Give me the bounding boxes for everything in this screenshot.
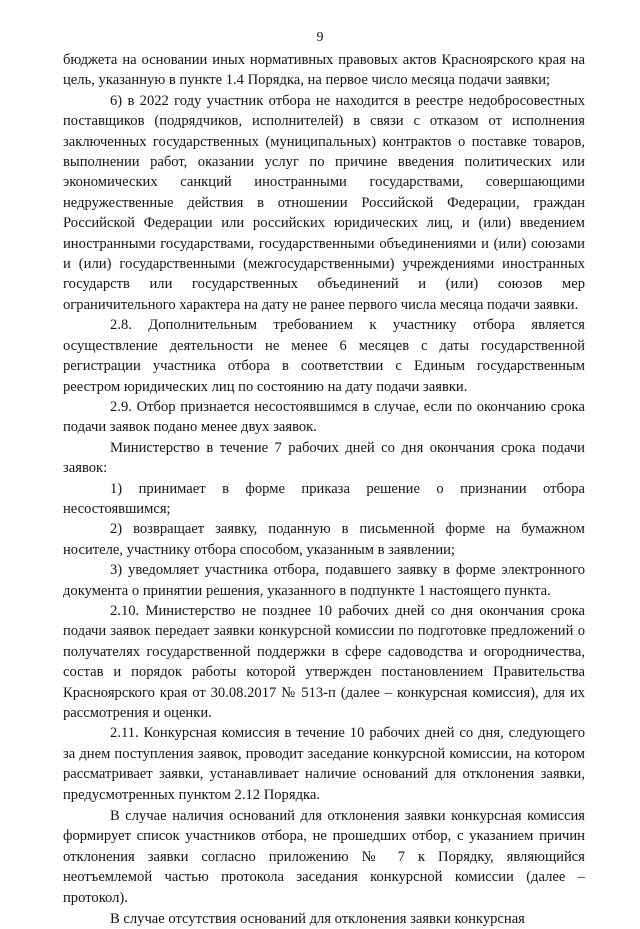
paragraph-subitem-3-notify: 3) уведомляет участника отбора, подавшего заявку в форме электронного документа о принятии решения, указанного в подпункте 1 настоящего пункта. [63,562,585,599]
paragraph-rejection-grounds: В случае наличия оснований для отклонения заявки конкурсная комиссия формирует список участников отбора, не прошедших отбор, с указанием причин отклонения заявки согласно приложению № 7 к Порядку, являющийся неотъемлемой частью протокола заседания конкурсной комиссии (далее – протокол). [63,808,585,906]
paragraph-ministry-within-7-days: Министерство в течение 7 рабочих дней со дня окончания срока подачи заявок: [63,439,585,477]
paragraph-subitem-2-return: 2) возвращает заявку, поданную в письменной форме на бумажном носителе, участнику отбора способом, указанным в заявлении; [63,521,585,558]
paragraph-item-6-sanctions: 6) в 2022 году участник отбора не находится в реестре недобросовестных поставщиков (подрядчиков, исполнителей) в связи с отказом от исполнения заключенных государственных (муниципальных) контрактов о поставке товаров, выполнении работ, оказании услуг по причине введения политических или экономических санкций иностранными государствами, совершающими недружественные действия в отношении Российской Федерации, граждан Российской Федерации или российских юридических лиц, и (или) введением иностранными государствами, государственными объединениями и (или) союзами и (или) государственными (межгосударственными) учреждениями иностранных государств или государственных объединений и (или) союзов мер ограничительного характера на дату не ранее первого числа месяца подачи заявки. [63,92,585,313]
paragraph-no-rejection-grounds: В случае отсутствия оснований для отклонения заявки конкурсная [110,911,525,928]
paragraph-2-10-commission-transfer: 2.10. Министерство не позднее 10 рабочих дней со дня окончания срока подачи заявок передает заявки конкурсной комиссии по подготовке предложений о получателях государственной поддержки в сфере садоводства и огородничества, состав и порядок работы которой утвержден постановлением Правительства Красноярского края от 30.08.2017 № 513-п (далее – конкурсная комиссия), для их рассмотрения и оценки. [63,602,585,721]
paragraph-2-8-additional-requirement: 2.8. Дополнительным требованием к участнику отбора является осуществление деятельности не менее 6 месяцев с даты государственной регистрации участника отбора в соответствии с Единым государственным реестром юридических лиц по состоянию на дату подачи заявки. [63,317,585,395]
paragraph-2-11-commission-meeting: 2.11. Конкурсная комиссия в течение 10 рабочих дней со дня, следующего за днем поступления заявок, проводит заседание конкурсной комиссии, на котором рассматривает заявки, устанавливает наличие оснований для отклонения заявки, предусмотренных пунктом 2.12 Порядка. [63,725,585,803]
document-body [63,50,585,929]
page-number: 9 [316,30,324,45]
paragraph-subitem-1-order: 1) принимает в форме приказа решение о признании отбора несостоявшимся; [63,480,585,517]
paragraph-budget-continuation: бюджета на основании иных нормативных правовых актов Красноярского края на цель, указанную в пункте 1.4 Порядка, на первое число месяца подачи заявки; [63,52,585,89]
paragraph-2-9-selection-failed: 2.9. Отбор признается несостоявшимся в случае, если по окончанию срока подачи заявок подано менее двух заявок. [63,398,585,436]
